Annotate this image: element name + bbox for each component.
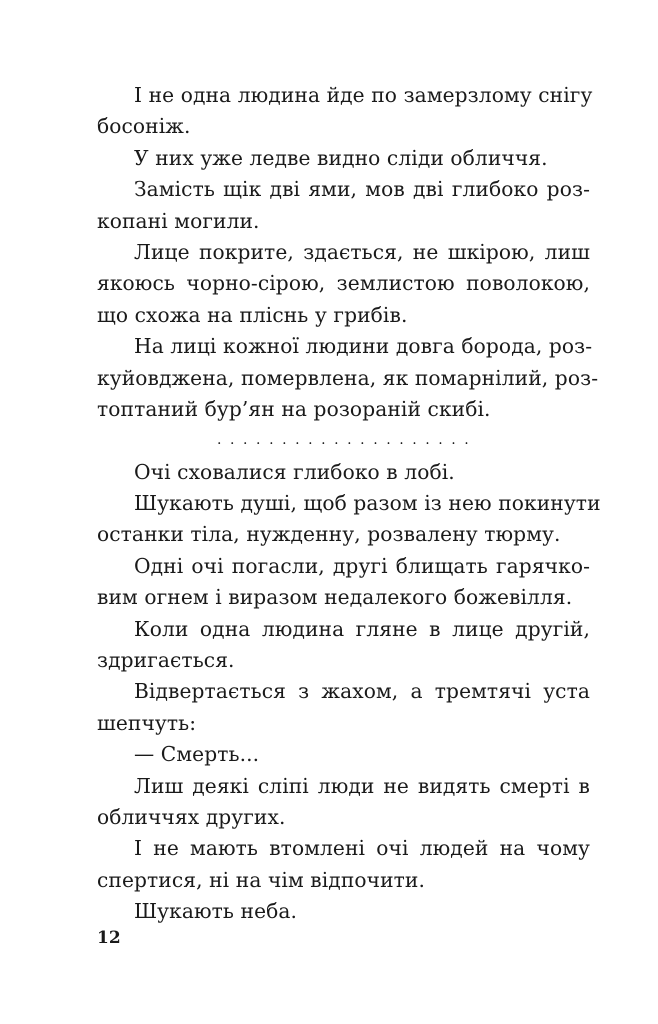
- text-line: Лице покрите, здається, не шкірою, лиш: [134, 239, 590, 264]
- text-line: І не одна людина йде по замерзлому снігу: [134, 83, 593, 107]
- text-line: Шукають душі, щоб разом із нею покинути: [134, 491, 601, 516]
- separator-dot: .: [464, 432, 469, 449]
- text-line: останки тіла, нужденну, розвалену тюрму.: [97, 522, 561, 547]
- body-text: [97, 80, 601, 928]
- text-line: У них уже ледве видно сліди обличчя.: [134, 145, 548, 170]
- text-line: спертися, ні на чім відпочити.: [97, 867, 425, 892]
- text-line: Відвертається з жахом, а тремтячі уста: [134, 679, 590, 704]
- separator-dot: .: [360, 432, 365, 449]
- text-line: якоюсь чорно-сірою, землистою поволокою,: [97, 271, 590, 296]
- separator-dot: .: [269, 432, 274, 449]
- text-line: На лиці кожної людини довга борода, роз-: [134, 334, 593, 359]
- separator-dot: .: [243, 432, 248, 449]
- text-line: обличчях других.: [97, 804, 286, 829]
- text-line: Одні очі погасли, другі блищать гарячко-: [134, 553, 590, 578]
- text-line: Очі сховалися глибоко в лобі.: [134, 459, 455, 484]
- text-line: куйовджена, помервлена, як помарнілий, роз-: [97, 365, 599, 390]
- separator-dot: .: [321, 432, 326, 449]
- text-line: Шукають неба.: [134, 899, 298, 924]
- separator-dot: .: [282, 432, 287, 449]
- separator-dot: .: [256, 432, 261, 449]
- separator-dot: .: [347, 432, 352, 449]
- separator-dot: .: [425, 432, 430, 449]
- text-line: що схожа на пліснь у грибів.: [97, 302, 408, 327]
- text-line: Замість щік дві ями, мов дві глибоко роз-: [134, 177, 590, 202]
- text-line: шепчуть:: [97, 710, 197, 735]
- dialogue-line: — Смерть...: [134, 742, 260, 767]
- text-line: босоніж.: [97, 114, 191, 139]
- text-line: вим огнем і виразом недалекого божевілля.: [97, 585, 573, 610]
- separator-dot: .: [399, 432, 404, 449]
- separator-dot: .: [217, 432, 222, 449]
- text-line: здригається.: [97, 648, 235, 673]
- separator-dot: .: [334, 432, 339, 449]
- text-line: копані могили.: [97, 208, 260, 233]
- separator-dot: .: [438, 432, 443, 449]
- separator-dot: .: [412, 432, 417, 449]
- text-line: Лиш деякі сліпі люди не видять смерті в: [134, 773, 590, 798]
- page-number: 12: [97, 928, 121, 948]
- separator-dot: .: [373, 432, 378, 449]
- text-line: Коли одна людина гляне в лице другій,: [134, 616, 590, 641]
- separator-dot: .: [386, 432, 391, 449]
- text-line: І не мають втомлені очі людей на чому: [134, 836, 590, 861]
- separator-dot: .: [308, 432, 313, 449]
- dotted-separator: [217, 425, 469, 456]
- text-line: топтаний бур’ян на розораній скибі.: [97, 396, 491, 421]
- section-separator: [97, 425, 590, 456]
- separator-dot: .: [295, 432, 300, 449]
- separator-dot: .: [230, 432, 235, 449]
- separator-dot: .: [451, 432, 456, 449]
